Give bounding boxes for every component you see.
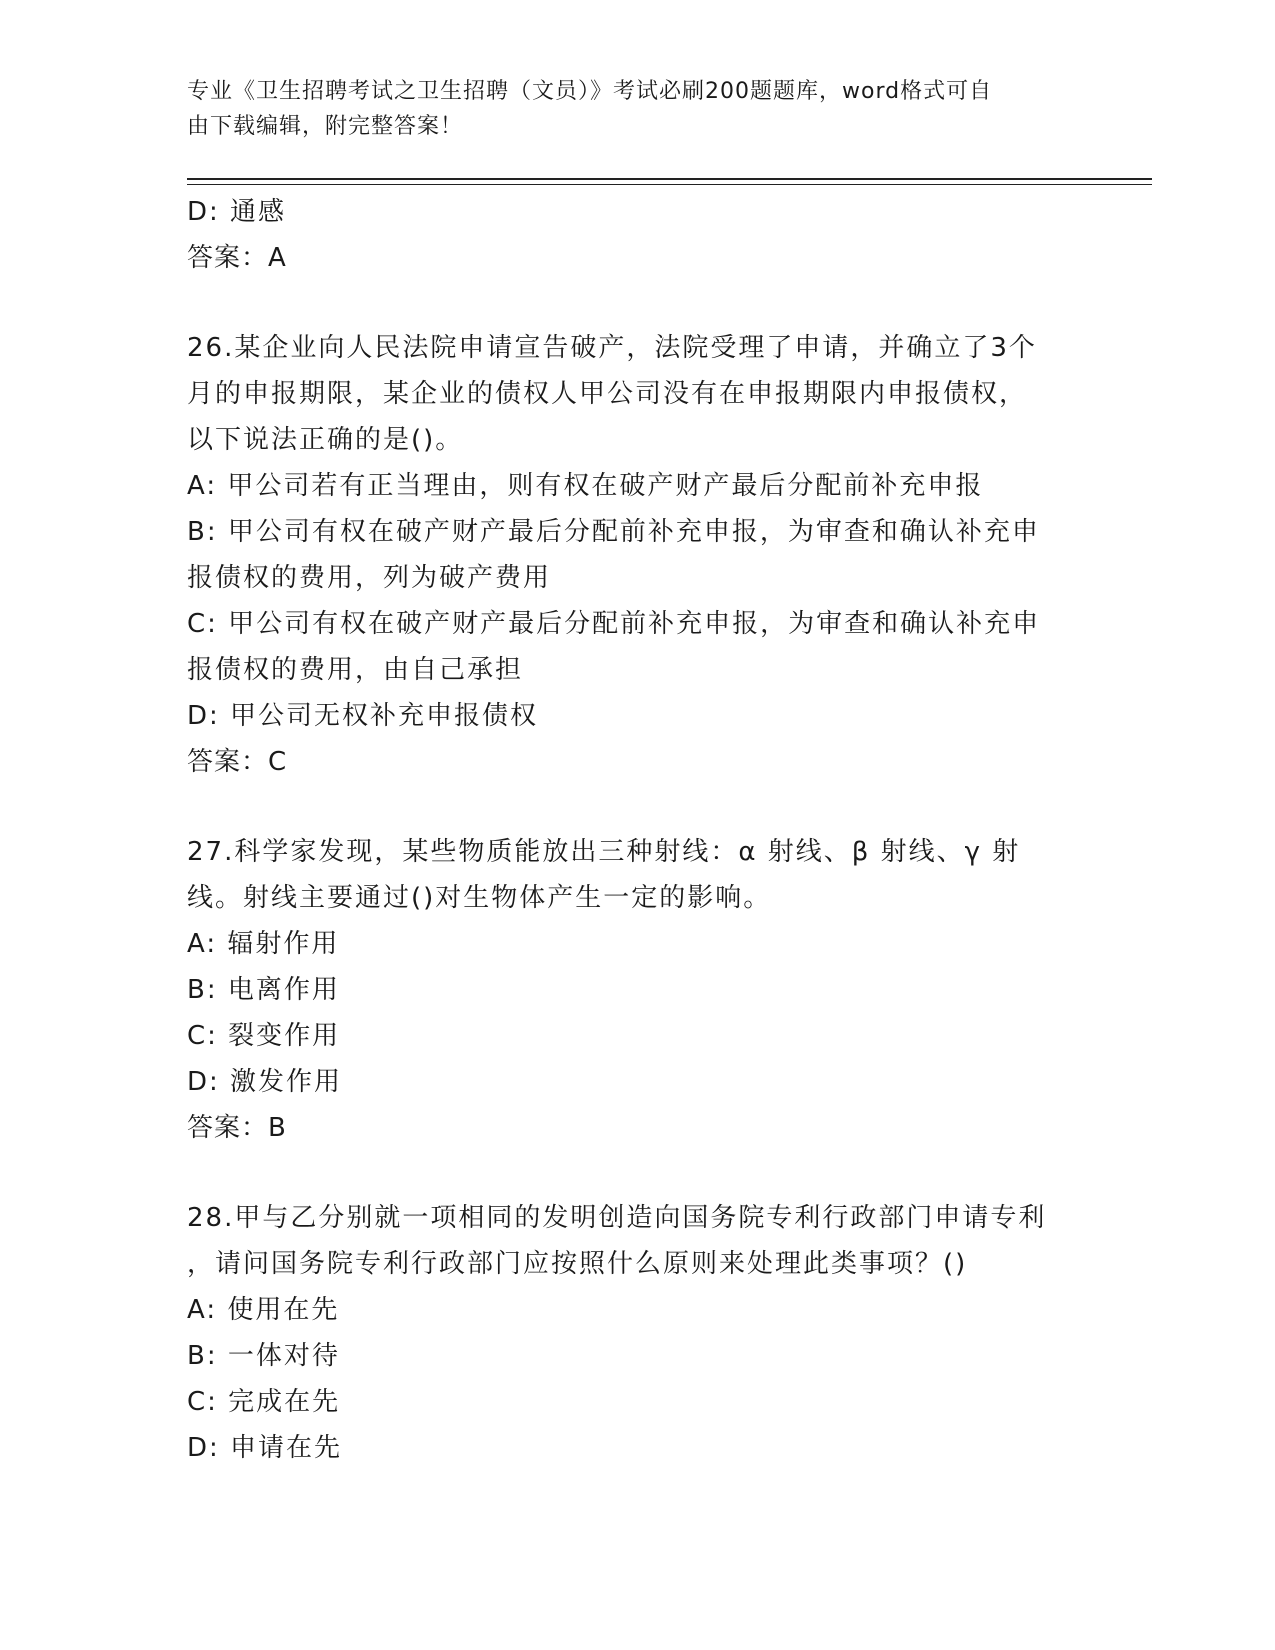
header-line-1: 专业《卫生招聘考试之卫生招聘（文员）》考试必刷200题题库，word格式可自: [187, 79, 993, 104]
option-d: D: 申请在先: [187, 1433, 343, 1463]
spacer: [187, 281, 1077, 325]
document-body: [187, 189, 1077, 1471]
question-stem-line: 以下说法正确的是()。: [187, 425, 464, 455]
option-b: B: 电离作用: [187, 975, 340, 1005]
option-d: D: 甲公司无权补充申报债权: [187, 701, 539, 731]
document-header: [187, 74, 1087, 144]
question-28: [187, 1195, 1077, 1471]
question-stem-line: 28.甲与乙分别就一项相同的发明创造向国务院专利行政部门申请专利: [187, 1203, 1047, 1233]
option-c: C: 裂变作用: [187, 1021, 341, 1051]
answer-label: 答案：A: [187, 243, 287, 273]
question-25-tail: [187, 189, 1077, 281]
spacer: [187, 785, 1077, 829]
option-b: B: 甲公司有权在破产财产最后分配前补充申报，为审查和确认补充申: [187, 517, 1040, 547]
answer-label: 答案：B: [187, 1113, 287, 1143]
option-b-continued: 报债权的费用，列为破产费用: [187, 563, 552, 593]
question-27: [187, 829, 1077, 1151]
option-c: C: 甲公司有权在破产财产最后分配前补充申报，为审查和确认补充申: [187, 609, 1041, 639]
question-stem-line: 月的申报期限，某企业的债权人甲公司没有在申报期限内申报债权，: [187, 379, 1028, 409]
option-b: B: 一体对待: [187, 1341, 340, 1371]
option-a: A: 甲公司若有正当理由，则有权在破产财产最后分配前补充申报: [187, 471, 984, 501]
question-stem-line: ，请问国务院专利行政部门应按照什么原则来处理此类事项？(): [187, 1249, 968, 1279]
question-stem-line: 线。射线主要通过()对生物体产生一定的影响。: [187, 883, 772, 913]
answer-label: 答案：C: [187, 747, 288, 777]
question-26: [187, 325, 1077, 785]
option-c: C: 完成在先: [187, 1387, 341, 1417]
option-c-continued: 报债权的费用，由自己承担: [187, 655, 524, 685]
header-divider-thin: [187, 184, 1152, 185]
question-stem-line: 26.某企业向人民法院申请宣告破产，法院受理了申请，并确立了3个: [187, 333, 1037, 363]
option-a: A: 使用在先: [187, 1295, 340, 1325]
option-d: D: 通感: [187, 197, 287, 227]
spacer: [187, 1151, 1077, 1195]
option-a: A: 辐射作用: [187, 929, 340, 959]
header-line-2: 由下载编辑，附完整答案！: [187, 114, 464, 139]
option-d: D: 激发作用: [187, 1067, 343, 1097]
question-stem-line: 27.科学家发现，某些物质能放出三种射线：α 射线、β 射线、γ 射: [187, 837, 1021, 867]
header-divider-thick: [187, 178, 1152, 180]
